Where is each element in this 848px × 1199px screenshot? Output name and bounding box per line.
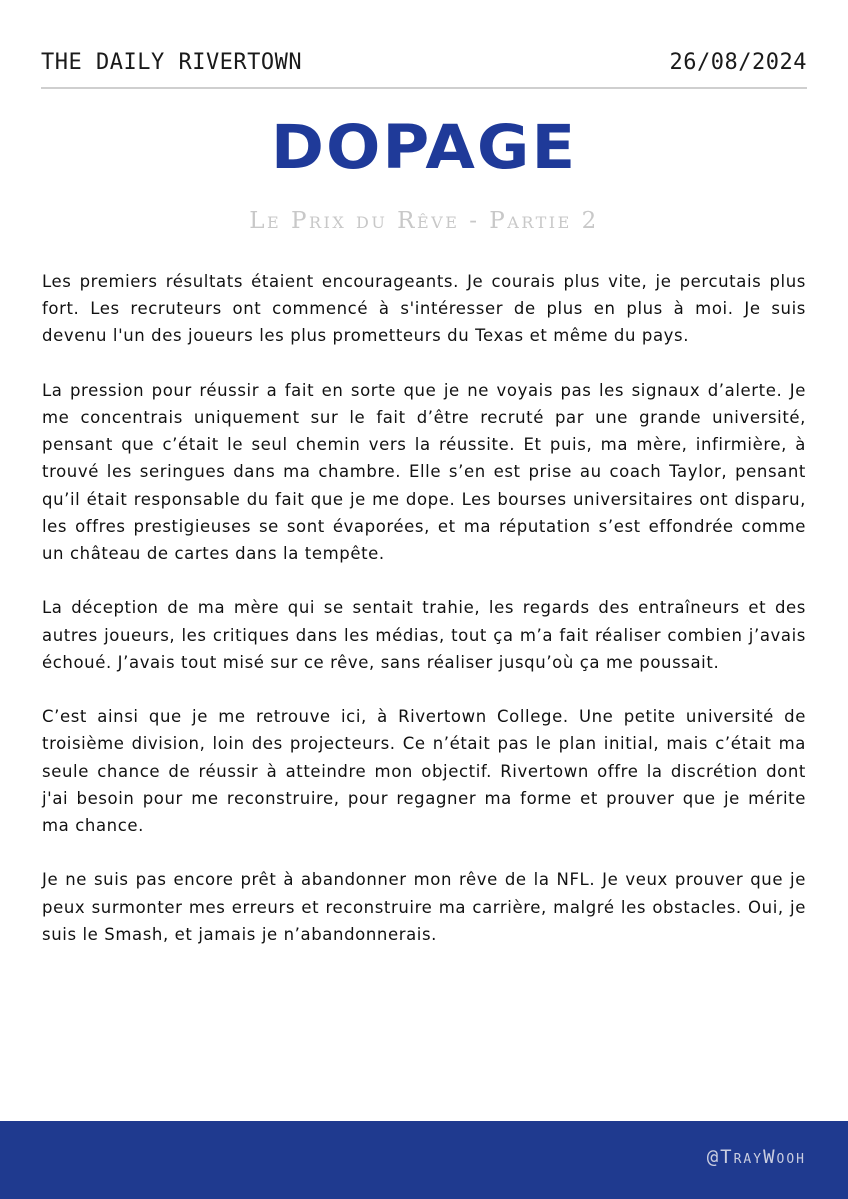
header-divider: [41, 87, 807, 89]
article-body: [42, 268, 806, 975]
article-paragraph: La déception de ma mère qui se sentait trahie, les regards des entraîneurs et des autres joueurs, les critiques dans les médias, tout ça m’a fait réaliser combien j’avais échoué. J’avais tout misé sur ce rêve, sans réaliser jusqu’où ça me poussait.: [42, 598, 806, 672]
article-subtitle: Le Prix du Rêve - Partie 2: [249, 208, 599, 234]
article-title: DOPAGE: [270, 112, 578, 184]
article-paragraph: Je ne suis pas encore prêt à abandonner mon rêve de la NFL. Je veux prouver que je peux surmonter mes erreurs et reconstruire ma carrière, malgré les obstacles. Oui, je suis le Smash, et jamais je n’abandonnerais.: [42, 870, 806, 944]
page-header: [41, 46, 807, 78]
page-footer: [0, 1121, 848, 1199]
article-paragraph: La pression pour réussir a fait en sorte que je ne voyais pas les signaux d’alerte. Je me concentrais uniquement sur le fait d’être recruté par une grande université, pensant que c’était le seul chemin vers la réussite. Et puis, ma mère, infirmière, à trouvé les seringues dans ma chambre. Elle s’en est prise au coach Taylor, pensant qu’il était responsable du fait que je me dope. Les bourses universitaires ont disparu, les offres prestigieuses se sont évaporées, et ma réputation s’est effondrée comme un château de cartes dans la tempête.: [42, 380, 806, 564]
publication-date: 26/08/2024: [669, 49, 807, 75]
article-paragraph: Les premiers résultats étaient encourageants. Je courais plus vite, je percutais plus fort. Les recruteurs ont commencé à s'intéresser de plus en plus à moi. Je suis devenu l'un des joueurs les plus prometteurs du Texas et même du pays.: [42, 272, 806, 346]
author-handle: @TrayWooh: [706, 1146, 806, 1168]
publication-name: THE DAILY RIVERTOWN: [41, 49, 303, 75]
article-paragraph: C’est ainsi que je me retrouve ici, à Rivertown College. Une petite université de troisième division, loin des projecteurs. Ce n’était pas le plan initial, mais c’était ma seule chance de réussir à atteindre mon objectif. Rivertown offre la discrétion dont j'ai besoin pour me reconstruire, pour regagner ma forme et prouver que je mérite ma chance.: [42, 707, 806, 836]
